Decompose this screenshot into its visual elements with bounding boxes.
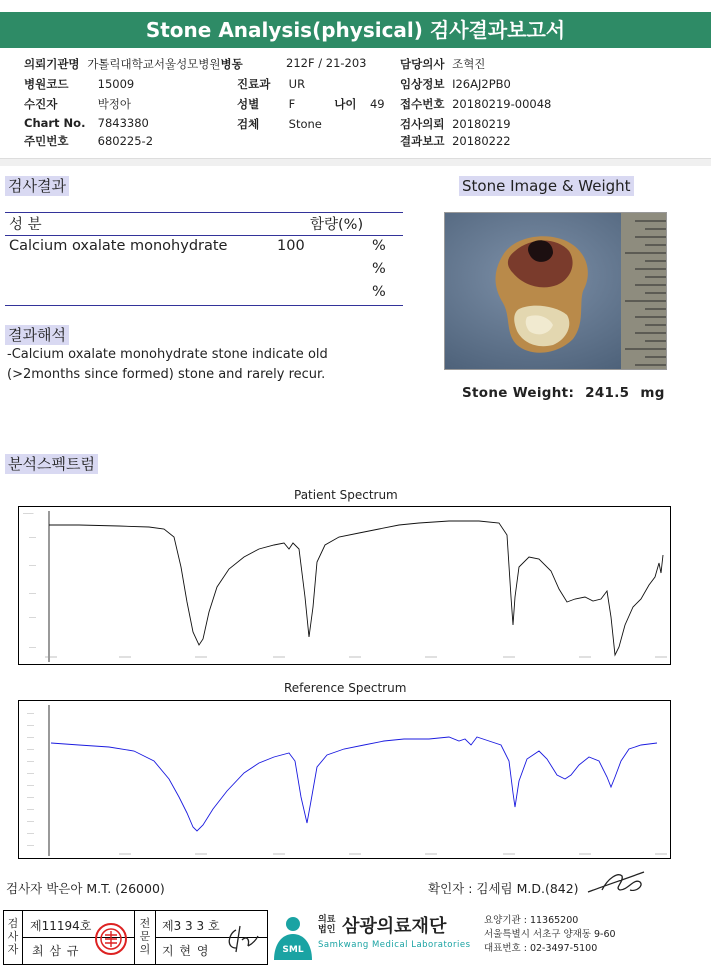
inspector-license-no: 제11194호 [30,919,92,933]
patient-value: 박정아 [97,97,131,111]
svg-text:____: ____ [27,830,34,834]
report-row [400,133,511,149]
code-value: 15009 [97,77,135,91]
specimen-label: 검체 [237,117,260,131]
report-title: Stone Analysis(physical) 검사결과보고서 [0,12,711,48]
receipt-label: 접수번호 [400,97,445,111]
org-name: 삼광의료재단 [342,916,447,937]
org-prefix [318,915,335,935]
svg-text:____: ____ [27,746,34,750]
specialist-license-no: 제3 3 3 호 [162,919,220,933]
component-name-1: Calcium oxalate monohydrate [9,238,228,254]
receipt-value: 20180219-00048 [452,97,552,111]
interpretation-line-1: -Calcium oxalate monohydrate stone indicate old [7,347,328,362]
org-phone-line: 대표번호 : 02-3497-5100 [484,943,598,954]
reference-spectrum-chart [18,700,671,859]
svg-text:____: ____ [27,734,34,738]
stone-weight [462,385,665,401]
stone-weight-label: Stone Weight: [462,385,575,401]
hospital-row [24,56,243,72]
component-unit-1: % [372,238,386,254]
header-divider [0,158,711,166]
request-value: 20180219 [452,117,511,131]
clinical-label: 임상정보 [400,77,445,91]
code-row [24,76,134,92]
org-prefix-bottom: 법인 [318,925,336,935]
confirmer-signature: 확인자 : 김세림 M.D.(842) [428,881,579,896]
stone-weight-unit: mg [640,385,665,401]
results-heading: 검사결과 [5,176,69,196]
svg-text:____: ____ [27,794,34,798]
component-amount-1: 100 [277,238,305,254]
specimen-value: Stone [288,117,322,131]
specialist-name: 지 현 영 [162,944,210,958]
table-bottom-line [5,305,403,306]
doctor-label: 담당의사 [400,57,445,71]
age-value: 49 [369,97,385,111]
receipt-row [400,96,551,112]
patient-row [24,96,131,112]
chart-label: Chart No. [24,116,86,130]
specialist-handwritten-signature [222,922,262,956]
id-label: 주민번호 [24,134,69,148]
svg-text:____: ____ [27,722,34,726]
stone-photo-image [445,213,667,370]
component-column-header: 성 분 [9,217,42,233]
id-row [24,133,153,149]
report-value: 20180222 [452,134,511,148]
doctor-row [400,56,485,72]
org-code-line: 요양기관 : 11365200 [484,915,579,926]
org-contact [484,914,616,956]
svg-text:____: ____ [29,644,36,648]
component-unit-2: % [372,261,386,277]
inspector-vertical-label: 검사자 [7,917,19,956]
interpretation-heading: 결과해석 [5,325,69,345]
clinical-value: I26AJ2PB0 [452,77,511,91]
svg-text:____: ____ [29,562,36,566]
specialist-vertical-label: 전문의 [139,917,151,956]
svg-text:____: ____ [29,614,36,618]
svg-text:____: ____ [27,818,34,822]
stone-photo [444,212,667,370]
dept-row [237,76,305,92]
logo-text: SML [282,945,304,955]
patient-spectrum-svg [19,507,670,664]
ward-label: 병동 [220,57,243,71]
patient-spectrum-chart [18,506,671,665]
request-row [400,116,511,132]
sex-label: 성별 [237,97,260,111]
interpretation-line-2: (>2months since formed) stone and rarely recur. [7,367,326,382]
svg-text:____: ____ [27,806,34,810]
sex-value: F [288,97,296,111]
confirmer-handwritten-signature [584,864,654,898]
id-value: 680225-2 [97,134,154,148]
patient-spectrum-title: Patient Spectrum [294,488,398,502]
chart-value: 7843380 [97,116,149,130]
code-label: 병원코드 [24,77,69,91]
svg-text:____: ____ [27,782,34,786]
stamp-divider-2 [134,910,135,965]
svg-text:____: ____ [27,758,34,762]
svg-text:____: ____ [29,534,36,538]
analyst-signature: 검사자 박은아 M.T. (26000) [6,881,165,896]
inspector-name: 최 삼 규 [32,944,80,958]
org-name-english: Samkwang Medical Laboratories [318,940,471,950]
sml-logo-icon [270,914,316,962]
svg-text:____: ____ [27,770,34,774]
table-header-line [5,235,403,236]
org-address-line: 서울특별시 서초구 양재동 9-60 [484,929,616,940]
content-column-header: 함량(%) [310,217,364,233]
dept-label: 진료과 [237,77,271,91]
chart-row [24,116,149,130]
patient-label: 수진자 [24,97,58,111]
svg-text:____: ____ [27,842,34,846]
ward-value: 212F / 21-203 [286,56,367,70]
hospital-value: 가톨릭대학교서울성모병원 [87,57,221,71]
request-label: 검사의뢰 [400,117,445,131]
sex-row [237,96,385,112]
dept-value: UR [288,77,306,91]
spectrum-heading: 분석스펙트럼 [5,454,98,474]
component-unit-3: % [372,284,386,300]
svg-text:______: ______ [23,510,34,514]
svg-text:____: ____ [27,710,34,714]
org-prefix-top: 의료 [318,915,336,925]
svg-text:____: ____ [29,590,36,594]
age-label: 나이 [334,97,357,111]
clinical-row [400,76,511,92]
specimen-row [237,116,322,132]
stone-image-heading: Stone Image & Weight [459,176,634,196]
doctor-value: 조혁진 [452,57,486,71]
reference-spectrum-svg [19,701,670,858]
inspector-seal [94,922,128,956]
hospital-label: 의뢰기관명 [24,57,80,71]
report-label: 결과보고 [400,134,445,148]
reference-spectrum-title: Reference Spectrum [284,681,407,695]
stone-weight-value: 241.5 [585,385,630,401]
